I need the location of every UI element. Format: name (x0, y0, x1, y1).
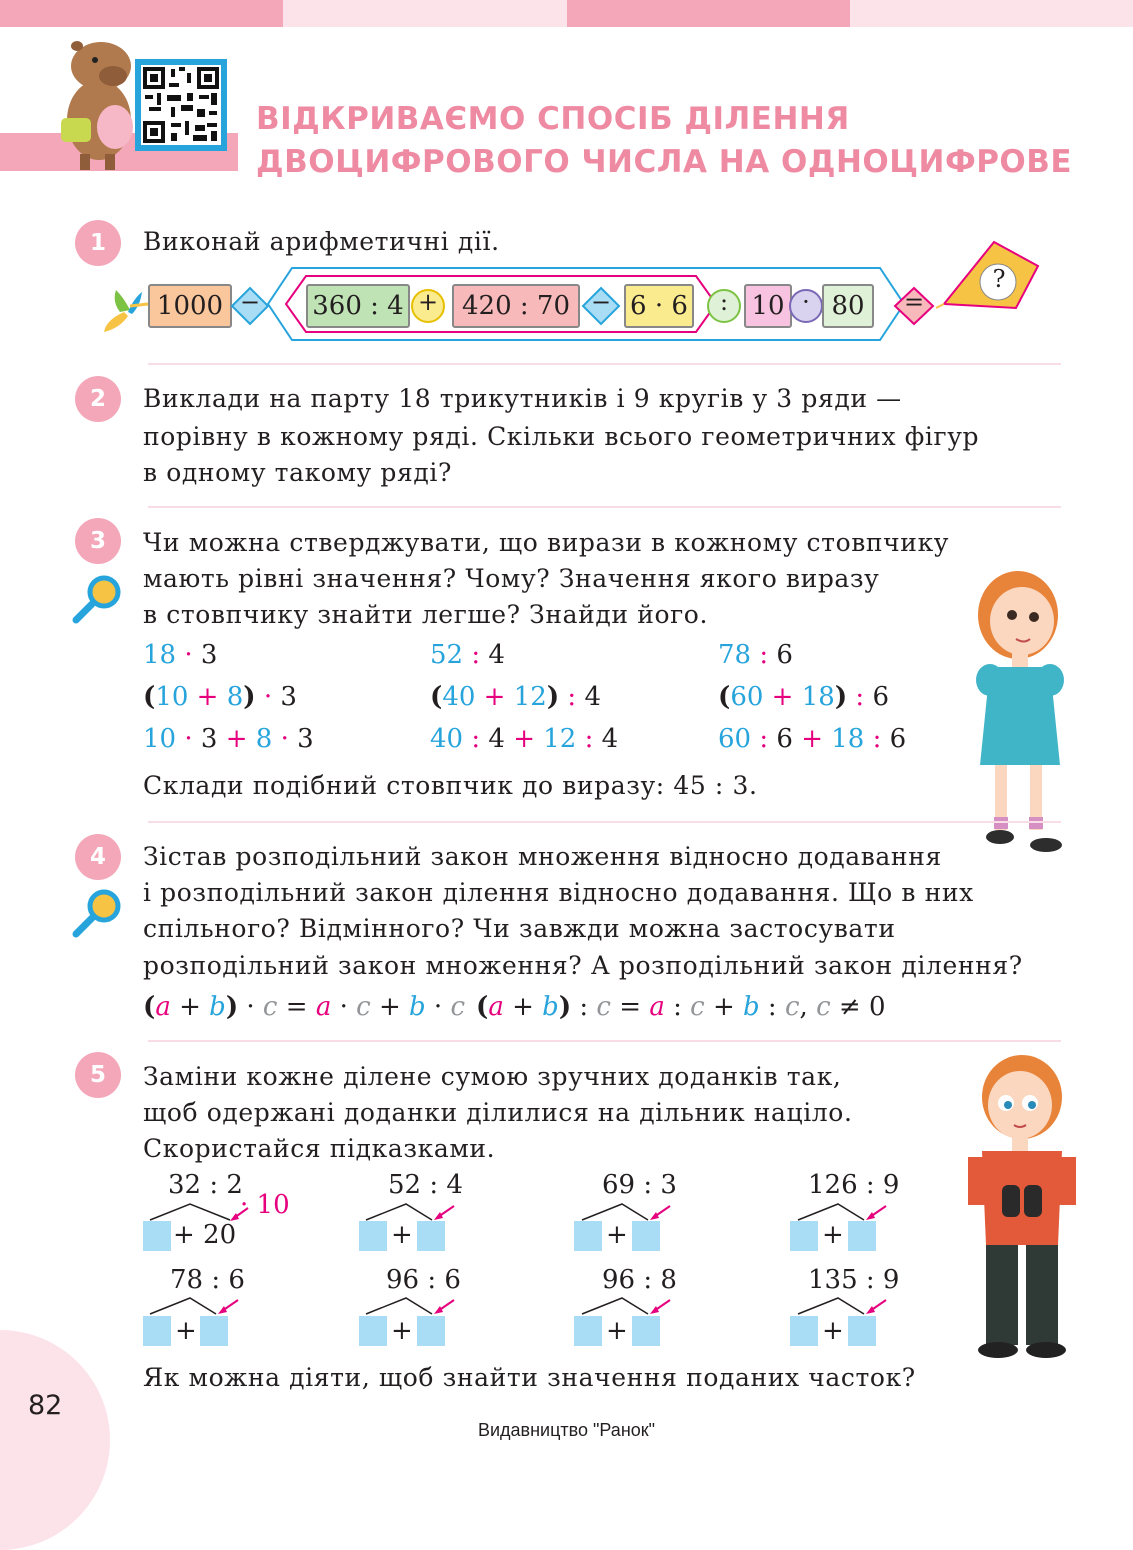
decomposition-expression: 135 : 9 (808, 1265, 900, 1295)
chain-box-4: 10 (744, 284, 792, 328)
chain-result: ? (992, 265, 1006, 293)
divider (148, 506, 1061, 508)
boy-illustration-icon (962, 1045, 1082, 1360)
answer-box[interactable] (359, 1221, 387, 1251)
decomposition-expression: 126 : 9 (808, 1170, 900, 1200)
answer-box[interactable] (359, 1316, 387, 1346)
decomposition-expression: 69 : 3 (602, 1170, 677, 1200)
divider (148, 821, 1061, 823)
task-4-line-4: розподільний закон множення? А розподільний закон ділення? (143, 951, 1023, 980)
answer-box[interactable] (632, 1316, 660, 1346)
answer-box[interactable] (574, 1316, 602, 1346)
task-5-footer: Як можна діяти, щоб знайти значення поданих часток? (143, 1363, 916, 1392)
decomposition-expression: 96 : 6 (386, 1265, 461, 1295)
title-line: ДВОЦИФРОВОГО ЧИСЛА НА ОДНОЦИФРОВЕ (256, 144, 1073, 180)
decomposition-branch (788, 1294, 908, 1318)
answer-box[interactable] (200, 1316, 228, 1346)
task-number-4: 4 (75, 834, 121, 880)
task-1-text: Виконай арифметичні дії. (143, 227, 500, 256)
publisher-footer: Видавництво "Ранок" (477, 1420, 656, 1440)
chain-box-5: 80 (822, 284, 874, 328)
answer-box[interactable] (143, 1316, 171, 1346)
plus-sign: + (175, 1316, 197, 1346)
decomposition-branch (140, 1294, 260, 1318)
task-3-line-3: в стовпчику знайти легше? Знайди його. (143, 600, 708, 629)
divider (148, 363, 1061, 365)
chain-op-minus-label: − (239, 288, 261, 316)
top-bar (850, 0, 1133, 27)
hint-label: · 10 (240, 1190, 290, 1220)
task-5-line-3: Скористайся підказками. (143, 1134, 496, 1163)
plus-sign: + (606, 1220, 628, 1250)
magnifier-icon (70, 886, 126, 942)
answer-box[interactable] (848, 1221, 876, 1251)
task-3-line-2: мають рівні значення? Чому? Значення якого виразу (143, 564, 880, 593)
answer-box[interactable] (848, 1316, 876, 1346)
expression-column-2: 52 : 4 (40 + 12) : 4 40 : 4 + 12 : 4 (430, 640, 619, 754)
plus-sign: + (822, 1316, 844, 1346)
girl-illustration-icon (960, 555, 1090, 865)
decomposition-expression: 78 : 6 (170, 1265, 245, 1295)
task-2-line-1: Виклади на парту 18 трикутників і 9 кругів у 3 ряди — (143, 384, 902, 413)
task-3-line-1: Чи можна стверджувати, що вирази в кожному стовпчику (143, 528, 950, 557)
capybara-mascot-icon (55, 32, 145, 172)
chain-op-multiply-label: · (802, 288, 810, 316)
task-5-line-1: Заміни кожне ділене сумою зручних доданків так, (143, 1062, 842, 1091)
expression-column-1: 18 · 3 (10 + 8) · 3 10 · 3 + 8 · 3 (143, 640, 314, 754)
top-bar (283, 0, 567, 27)
task-2-line-3: в одному такому ряді? (143, 458, 452, 487)
task-number-5: 5 (75, 1052, 121, 1098)
task-4-line-2: і розподільний закон ділення відносно додавання. Що в них (143, 878, 974, 907)
chain-box-2: 420 : 70 (452, 284, 580, 328)
chain-op-divide-label: : (719, 288, 729, 316)
chain-box-3: 6 · 6 (624, 284, 694, 328)
example-addend: + 20 (173, 1220, 237, 1250)
decomposition-expression: 52 : 4 (388, 1170, 463, 1200)
title-line: ВІДКРИВАЄМО СПОСІБ ДІЛЕННЯ (256, 101, 850, 137)
decomposition-branch (572, 1294, 692, 1318)
expression-column-3: 78 : 6 (60 + 18) : 6 60 : 6 + 18 : 6 (718, 640, 907, 754)
formula-multiplication: (a + b) · c = a · c + b · c (143, 992, 466, 1022)
chain-start-value: 1000 (148, 284, 232, 328)
answer-box[interactable] (790, 1316, 818, 1346)
page-title (256, 98, 1072, 184)
answer-box[interactable] (790, 1221, 818, 1251)
plus-sign: + (391, 1316, 413, 1346)
answer-box[interactable] (632, 1221, 660, 1251)
task-2-line-2: порівну в кожному ряді. Скільки всього геометричних фігур (143, 422, 980, 451)
task-number-2: 2 (75, 376, 121, 422)
divider (148, 1040, 1061, 1042)
task-number-1: 1 (75, 220, 121, 266)
chain-op-plus-label: + (417, 288, 439, 316)
top-bar (567, 0, 850, 27)
answer-box[interactable] (143, 1221, 171, 1251)
task-4-line-1: Зістав розподільний закон множення відносно додавання (143, 842, 942, 871)
answer-box[interactable] (417, 1221, 445, 1251)
formula-division: (a + b) : c = a : c + b : c, c ≠ 0 (476, 992, 886, 1022)
task-3-footer: Склади подібний стовпчик до виразу: 45 : 3. (143, 771, 758, 800)
chain-op-minus-2-label: − (590, 288, 612, 316)
answer-box[interactable] (574, 1221, 602, 1251)
answer-box[interactable] (417, 1316, 445, 1346)
chain-box-1: 360 : 4 (306, 284, 410, 328)
plus-sign: + (606, 1316, 628, 1346)
chain-op-equals-label: = (903, 288, 925, 316)
task-4-line-3: спільного? Відмінного? Чи завжди можна застосувати (143, 914, 896, 943)
task-number-3: 3 (75, 518, 121, 564)
decomposition-expression: 96 : 8 (602, 1265, 677, 1295)
page-number: 82 (28, 1390, 63, 1421)
decomposition-branch (356, 1294, 476, 1318)
task-5-line-2: щоб одержані доданки ділилися на дільник націло. (143, 1098, 853, 1127)
qr-code-icon[interactable] (141, 65, 221, 145)
magnifier-icon (70, 572, 126, 628)
plus-sign: + (822, 1220, 844, 1250)
top-bar (0, 0, 283, 27)
decomposition-expression: 32 : 2 (168, 1170, 243, 1200)
plus-sign: + (391, 1220, 413, 1250)
